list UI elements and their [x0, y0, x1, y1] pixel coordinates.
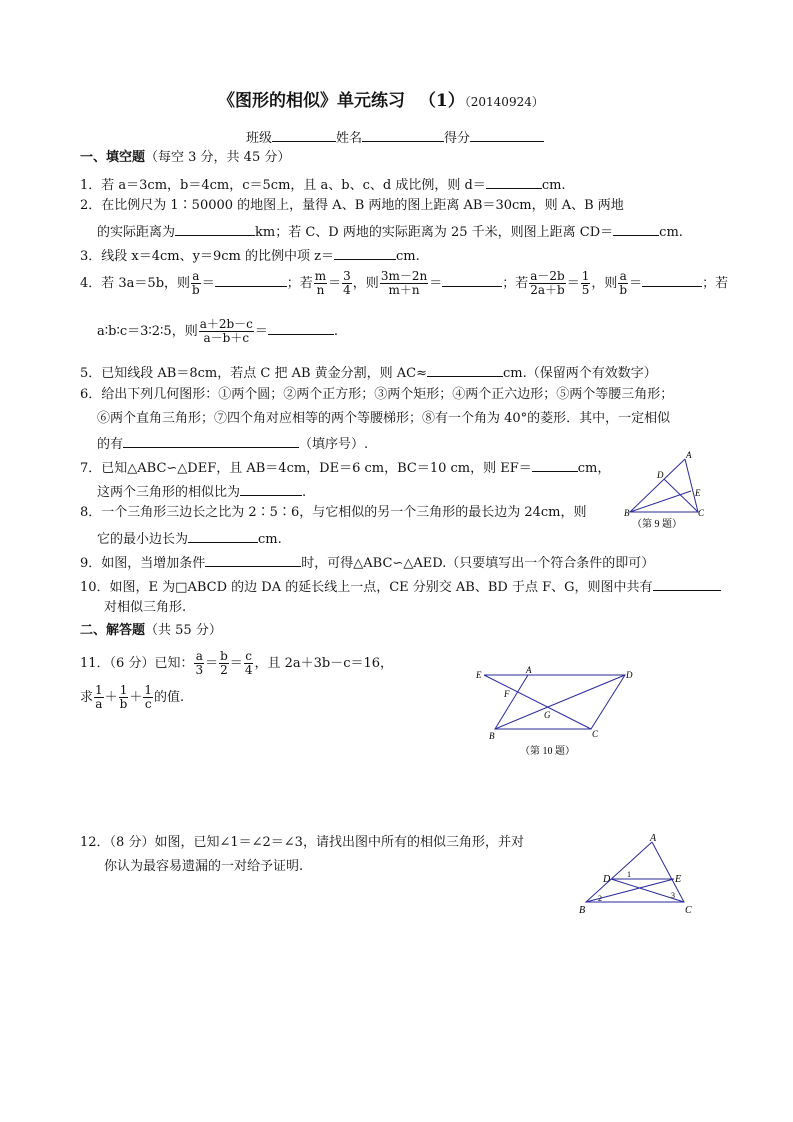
name-field[interactable]: [362, 128, 444, 142]
q11-frac-b2: $\frac{b}{2}$: [220, 649, 228, 677]
q1-num: 1．: [80, 178, 102, 193]
question-11-line1: 11．（6 分）已知： $\frac{a}{3}$ ＝ $\frac{b}{2}$ ＝ $\frac{c}{4}$ ，且 2a＋3b－c＝16，: [80, 649, 394, 677]
q2-line2b: km；若 C、D 两地的实际距离为 25 千米，则图上距离 CD＝: [255, 225, 614, 240]
q9-answer-blank[interactable]: [205, 553, 301, 567]
q2-line2a: 的实际距离为: [97, 225, 176, 240]
section1-note: （每空 3 分，共 45 分）: [145, 150, 291, 165]
fig12-angle-1: 1: [627, 870, 631, 879]
score-field[interactable]: [470, 128, 544, 142]
fig10-label-G: G: [544, 710, 551, 720]
q3-tail: cm.: [395, 249, 420, 264]
q2-blank-2[interactable]: [613, 222, 659, 236]
student-info-line: [246, 128, 544, 147]
q2-num: 2．: [80, 198, 102, 213]
q4-num: 4．: [80, 276, 102, 291]
q4-p4: ；若: [502, 276, 529, 291]
figure-9: [620, 450, 720, 532]
q7-line2b: .: [302, 485, 307, 500]
fig10-caption: （第 10 题）: [520, 746, 575, 757]
q11-frac-c4: $\frac{c}{4}$: [244, 649, 253, 677]
q10-line2: 对相似三角形.: [104, 600, 187, 615]
q6-answer-blank[interactable]: [123, 434, 299, 448]
q4-frac-1-5: $\frac{1}{5}$: [581, 269, 590, 297]
q5-answer-blank[interactable]: [427, 363, 503, 377]
question-10-line2: [104, 600, 186, 616]
q4-line2a: a∶b∶c＝3∶2∶5，则: [97, 324, 198, 339]
question-4-line1: 4．若 3a＝5b，则 $\frac{a}{b}$ ＝ ；若 $\frac{m}{n}$ ＝ $\frac{3}{4}$ ，则 $\frac{3m-2n}{m+n}$ ＝ ；若 $\frac{a-2b}{2a+b}$ ＝ $\frac{1}{5}$ ，则 $\frac{a}{b}$ ＝ ；若: [80, 269, 729, 297]
fig10-label-E: E: [476, 670, 482, 680]
question-3: [80, 246, 420, 265]
q7-num: 7．: [80, 461, 102, 476]
fig9-label-E: E: [695, 488, 701, 498]
q7-blank-1[interactable]: [532, 458, 578, 472]
question-5: [80, 363, 657, 382]
fig9-caption: （第 9 题）: [632, 519, 682, 530]
q2-line1: 在比例尺为 1∶50000 的地图上，量得 A、B 两地的图上距离 AB＝30cm，则 A、B 两地: [101, 198, 624, 213]
fig9-label-A: A: [686, 450, 692, 460]
q1-tail: cm.: [541, 178, 566, 193]
section2-title: 二、解答题: [80, 623, 146, 638]
class-field[interactable]: [272, 128, 336, 142]
fig10-label-C: C: [592, 729, 599, 739]
q6-num: 6．: [80, 387, 102, 402]
q10-line1: 如图，E 为□ABCD 的边 DA 的延长线上一点，CE 分别交 AB、BD 于点 F、G，则图中共有: [109, 580, 653, 595]
fig12-label-B: B: [579, 905, 586, 916]
question-2-line1: [80, 198, 624, 214]
q1-text: 若 a＝3cm，b＝4cm，c＝5cm，且 a、b、c、d 成比例，则 d＝: [101, 178, 486, 193]
q4-frac-m-n: $\frac{m}{n}$: [314, 269, 327, 297]
q8-num: 8．: [80, 505, 102, 520]
q9-num: 9．: [80, 556, 102, 571]
q5-num: 5．: [80, 366, 102, 381]
section1-heading: [80, 150, 290, 166]
q6-line3b: （填序号）.: [299, 437, 369, 452]
q4-p6: ；若: [702, 276, 729, 291]
fig9-label-C: C: [698, 508, 705, 518]
q8-line1: 一个三角形三边长之比为 2∶5∶6，与它相似的另一个三角形的最长边为 24cm，则: [101, 505, 587, 520]
q3-text: 线段 x＝4cm、y＝9cm 的比例中项 z＝: [101, 249, 334, 264]
title-date: （20140924）: [464, 95, 544, 109]
q11-line1a: （6 分）已知：: [109, 656, 194, 671]
q4-blank-4[interactable]: [268, 321, 334, 335]
name-label: 姓名: [336, 131, 363, 146]
fig9-label-D: D: [657, 470, 664, 480]
q12-line1: （8 分）如图，已知∠1＝∠2＝∠3，请找出图中所有的相似三角形，并对: [109, 835, 524, 850]
fig12-label-D: D: [603, 874, 611, 885]
title-num: （1）: [418, 91, 465, 111]
q4-p3: ，则: [352, 276, 379, 291]
q11-frac-a3: $\frac{a}{3}$: [195, 649, 204, 677]
q11-line2b: 的值.: [154, 690, 185, 705]
q10-num: 10．: [80, 580, 110, 595]
q7-line2a: 这两个三角形的相似比为: [97, 485, 241, 500]
q11-line2a: 求: [80, 690, 94, 705]
q11-num: 11．: [80, 656, 110, 671]
question-7-line1: [80, 458, 610, 477]
q4-p5: ，则: [591, 276, 618, 291]
q4-frac-a2b: $\frac{a-2b}{2a+b}$: [530, 269, 565, 297]
q3-num: 3．: [80, 249, 102, 264]
q4-line2b: .: [333, 324, 339, 339]
q6-line1: 给出下列几何图形：①两个圆；②两个正方形；③两个矩形；④两个正六边形；⑤两个等腰三角形；: [101, 387, 674, 402]
fig12-label-A: A: [650, 833, 657, 844]
q7-line1a: 已知△ABC∽△DEF，且 AB＝4cm，DE＝6 cm，BC＝10 cm，则 EF＝: [101, 461, 532, 476]
question-8-line1: [80, 505, 587, 521]
q4-frac-3m2n: $\frac{3m-2n}{m+n}$: [380, 269, 428, 297]
q7-line1b: cm，: [577, 461, 611, 476]
q4-frac-a-b: $\frac{a}{b}$: [192, 269, 200, 297]
fig10-label-A: A: [526, 665, 532, 675]
fig12-angle-2: 2: [598, 894, 602, 903]
fig10-label-B: B: [489, 731, 495, 741]
question-12-line1: [80, 835, 524, 851]
fig9-label-B: B: [624, 508, 630, 518]
q4-blank-3[interactable]: [642, 273, 702, 287]
q4-frac-abc: $\frac{a+2b-c}{a-b+c}$: [199, 317, 253, 345]
fig10-label-F: F: [504, 689, 510, 699]
q3-answer-blank[interactable]: [334, 246, 396, 260]
q10-answer-blank[interactable]: [653, 577, 721, 591]
q1-answer-blank[interactable]: [486, 175, 542, 189]
figure-10: [470, 664, 640, 764]
figure-12: [574, 832, 704, 922]
question-1: [80, 175, 566, 194]
question-6-line1: [80, 387, 673, 403]
q4-frac-3-4: $\frac{3}{4}$: [343, 269, 351, 297]
section2-heading: [80, 623, 222, 639]
question-12-line2: [104, 859, 303, 875]
class-label: 班级: [246, 131, 273, 146]
q12-num: 12．: [80, 835, 110, 850]
q9-text: 如图，当增加条件: [101, 556, 206, 571]
question-9: [80, 553, 654, 572]
fig12-label-C: C: [685, 905, 692, 916]
fig12-label-E: E: [675, 874, 682, 885]
q8-line2a: 它的最小边长为: [97, 532, 189, 547]
q5-tail: cm.（保留两个有效数字）: [503, 366, 657, 381]
page-title: [218, 93, 544, 110]
q4-blank-2[interactable]: [442, 273, 502, 287]
question-4-line2: a∶b∶c＝3∶2∶5，则 $\frac{a+2b-c}{a-b+c}$ ＝ .: [97, 317, 339, 345]
q4-p2: ；若: [286, 276, 313, 291]
q11-frac-1b: $\frac{1}{b}$: [119, 683, 128, 711]
question-6-line2: [97, 411, 670, 427]
question-2-line2: [97, 222, 683, 241]
q6-line2: ⑥两个直角三角形；⑦四个角对应相等的两个等腰梯形；⑧有一个角为 40°的菱形．其中，一定相似: [97, 411, 671, 426]
q11-frac-1c: $\frac{1}{c}$: [144, 683, 153, 711]
q8-line2b: cm.: [258, 532, 282, 547]
fig10-label-D: D: [626, 670, 633, 680]
question-7-line2: [97, 482, 306, 501]
q2-blank-1[interactable]: [175, 222, 255, 236]
section1-title: 一、填空题: [80, 150, 146, 165]
q4-frac-a-b-2: $\frac{a}{b}$: [619, 269, 628, 297]
q12-line2: 你认为最容易遗漏的一对给予证明.: [104, 859, 304, 874]
q7-blank-2[interactable]: [240, 482, 302, 496]
q8-answer-blank[interactable]: [188, 529, 258, 543]
question-6-line3: [97, 434, 368, 453]
q9-tail: 时，可得△ABC∽△AED.（只要填写出一个符合条件的即可）: [301, 556, 655, 571]
q11-line1b: ，且 2a＋3b－c＝16，: [254, 656, 394, 671]
q6-line3a: 的有: [97, 437, 124, 452]
q11-frac-1a: $\frac{1}{a}$: [95, 683, 103, 711]
section2-note: （共 55 分）: [145, 623, 222, 638]
score-label: 得分: [444, 131, 471, 146]
question-11-line2: 求 $\frac{1}{a}$ ＋ $\frac{1}{b}$ ＋ $\frac{1}{c}$ 的值.: [80, 683, 185, 711]
question-10-line1: [80, 577, 721, 596]
q5-text: 已知线段 AB＝8cm，若点 C 把 AB 黄金分割，则 AC≈: [101, 366, 428, 381]
title-text: 《图形的相似》单元练习: [218, 91, 405, 111]
fig12-angle-3: 3: [671, 891, 675, 900]
q2-line2c: cm.: [659, 225, 683, 240]
q4-blank-1[interactable]: [215, 273, 287, 287]
q4-p1: 若 3a＝5b，则: [101, 276, 191, 291]
question-8-line2: [97, 529, 282, 548]
